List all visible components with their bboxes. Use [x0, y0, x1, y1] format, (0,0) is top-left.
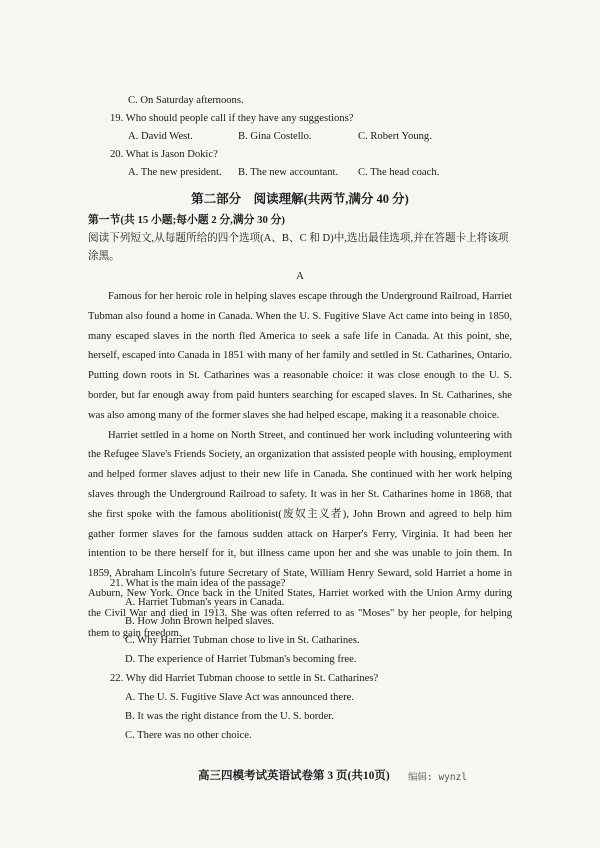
editor-note: 编辑: wynzl — [408, 772, 468, 783]
q22-option-a: A. The U. S. Fugitive Slave Act was announced there. — [125, 692, 354, 703]
passage-paragraph-2: Harriet settled in a home on North Street, and continued her work including volunteering with the Refugee Slave's Friends Society, an organization that assisted people with housing, employment and helped former slaves adjust to their new life in Canada. She continued with her work helping slaves through the Underground Railroad to safety. It was in her St. Catharines home in 1868, that she first spoke with the famous abolitionist(废奴主义者), John Brown and agreed to help him gather former slaves for the famous sudden attack on Harper's Ferry, Virginia. It had been her intention to be there herself for it, but illness came upon her and she was unable to join them. In 1859, Abraham Lincoln's future Secretary of State, William Henry Seward, sold Harriet a home in Auburn, New York. Once back in the United States, Harriet worked with the Union Army during the Civil War and died in 1913. She was often referred to as "Moses" by her people, for helping them to gain freedom. — [88, 429, 512, 639]
q20-stem: 20. What is Jason Dokic? — [110, 149, 218, 160]
page-footer: 高三四模考试英语试卷第 3 页(共10页) — [198, 770, 390, 782]
instructions-line-2: 涂黑。 — [88, 251, 120, 262]
q21-option-a: A. Harriet Tubman's years in Canada. — [125, 597, 285, 608]
subsection-title: 第一节(共 15 小题;每小题 2 分,满分 30 分) — [88, 214, 286, 226]
q19-stem: 19. Who should people call if they have any suggestions? — [110, 113, 354, 124]
q21-option-c: C. Why Harriet Tubman chose to live in St. Catharines. — [125, 635, 360, 646]
q22-option-c: C. There was no other choice. — [125, 730, 252, 741]
q21-option-b: B. How John Brown helped slaves. — [125, 616, 275, 627]
q21-option-d: D. The experience of Harriet Tubman's becoming free. — [125, 654, 357, 665]
instructions-line-1: 阅读下列短文,从每题所给的四个选项(A、B、C 和 D)中,选出最佳选项,并在答题卡上将该项 — [88, 233, 509, 244]
q19-option-b: B. Gina Costello. — [238, 131, 312, 142]
q19-option-c: C. Robert Young. — [358, 131, 432, 142]
q20-option-b: B. The new accountant. — [238, 167, 339, 178]
q20-option-c: C. The head coach. — [358, 167, 440, 178]
passage-paragraph-1: Famous for her heroic role in helping slaves escape through the Underground Railroad, Harriet Tubman also found a home in Canada. When the U. S. Fugitive Slave Act came into being in 1850, many escaped slaves in the north fled America to seek a safe life in Canada. At this point, she, herself, escaped into Canada in 1851 with many of her family and settled in St. Catharines, Ontario. Putting down roots in St. Catharines was a reasonable choice: it was close enough to the U. S. border, but far enough away from paid hunters searching for escaped slaves. In St. Catharines, she was also among many of the former slaves she had helped escape, making it a reasonable choice. — [88, 291, 512, 421]
q21-stem: 21. What is the main idea of the passage? — [110, 578, 286, 589]
q20-option-a: A. The new president. — [128, 167, 222, 178]
q22-stem: 22. Why did Harriet Tubman choose to settle in St. Catharines? — [110, 673, 379, 684]
q22-option-b: B. It was the right distance from the U. S. border. — [125, 711, 334, 722]
section-title: 第二部分 阅读理解(共两节,满分 40 分) — [191, 192, 409, 206]
q18-option-c: C. On Saturday afternoons. — [128, 95, 244, 106]
passage-label: A — [296, 270, 304, 282]
q19-option-a: A. David West. — [128, 131, 193, 142]
